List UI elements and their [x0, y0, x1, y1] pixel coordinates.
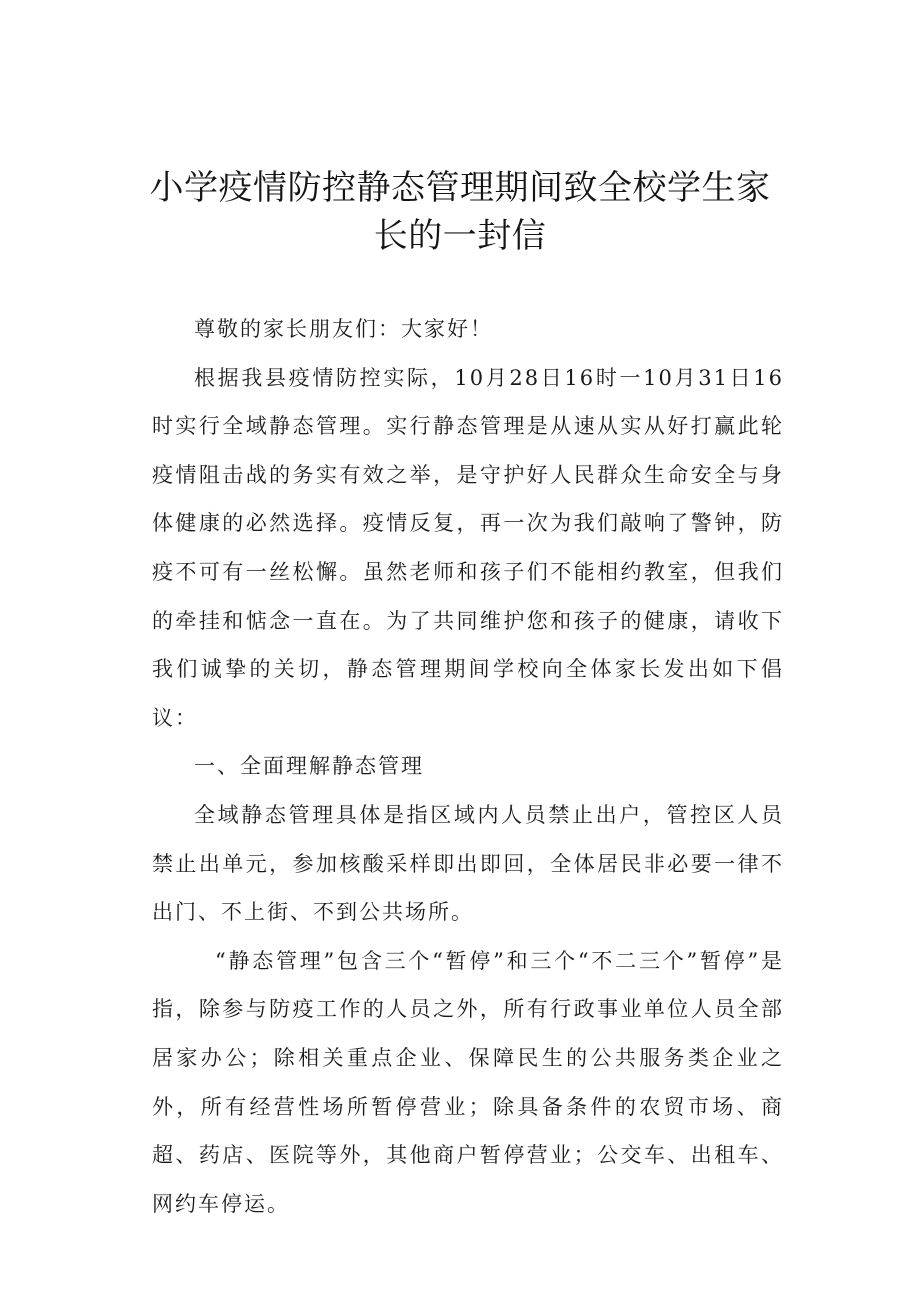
paragraph-static-management: “静态管理”包含三个“暂停”和三个“不二三个”暂停”是指，除参与防疫工作的人员之外，所有行政事业单位人员全部居家办公；除相关重点企业、保障民生的公共服务类企业之外，所有经营性场所暂停营业；除具备条件的农贸市场、商超、药店、医院等外，其他商户暂停营业；公交车、出租车、网约车停运。 — [152, 948, 784, 1216]
document-title: 小学疫情防控静态管理期间致全校学生家长的一封信 — [149, 168, 771, 256]
paragraph-intro: 根据我县疫情防控实际，10月28日16时一10月31日16时实行全域静态管理。实行静态管理是从速从实从好打赢此轮疫情阻击战的务实有效之举，是守护好人民群众生命安全与身体健康的必然选择。疫情反复，再一次为我们敲响了警钟，防疫不可有一丝松懈。虽然老师和孩子们不能相约教室，但我们的牵挂和惦念一直在。为了共同维护您和孩子的健康，请收下我们诚挚的关切，静态管理期间学校向全体家长发出如下倡议： — [152, 365, 784, 730]
paragraph-definition: 全域静态管理具体是指区域内人员禁止出户，管控区人员禁止出单元，参加核酸采样即出即回，全体居民非必要一律不出门、不上街、不到公共场所。 — [152, 802, 784, 925]
document-body — [152, 305, 784, 1228]
salutation: 尊敬的家长朋友们：大家好！ — [194, 317, 493, 341]
section-heading-1: 一、全面理解静态管理 — [194, 754, 424, 779]
